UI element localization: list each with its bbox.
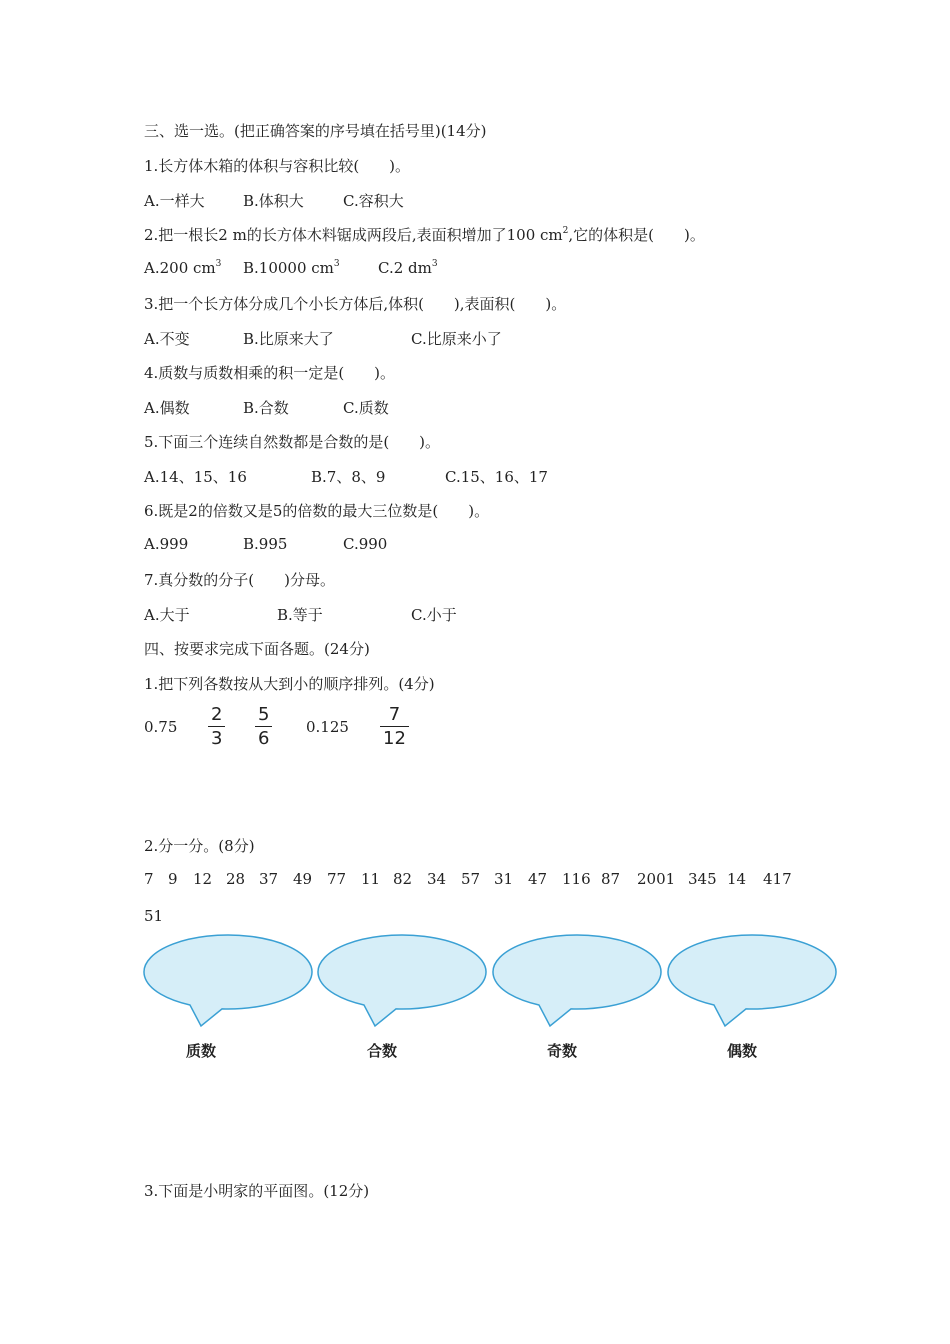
fraction-7-12 xyxy=(380,704,409,749)
q2-option-a-sup: 3 xyxy=(215,259,222,269)
number-item: 9 xyxy=(168,870,178,888)
q2-stem-part2: ,它的体积是( )。 xyxy=(568,226,705,244)
decimal-0-75: 0.75 xyxy=(144,718,178,736)
q5-option-b: B.7、8、9 xyxy=(311,468,386,486)
q2-stem-part1: 2.把一根长2 m的长方体木料锯成两段后,表面积增加了100 cm xyxy=(144,226,563,244)
q1-stem: 1.长方体木箱的体积与容积比较( )。 xyxy=(144,157,411,175)
q5-option-c: C.15、16、17 xyxy=(445,468,548,486)
q7-option-b: B.等于 xyxy=(277,606,323,624)
q2-option-b-text: B.10000 cm xyxy=(243,259,334,277)
label-composite: 合数 xyxy=(367,1042,398,1060)
number-item: 77 xyxy=(327,870,347,888)
number-item: 417 xyxy=(763,870,792,888)
q2-option-c-sup: 3 xyxy=(431,259,438,269)
number-item: 31 xyxy=(494,870,514,888)
label-even: 偶数 xyxy=(727,1042,758,1060)
fraction-bar xyxy=(380,726,409,727)
s4-q2-stem: 2.分一分。(8分) xyxy=(144,837,255,855)
fraction-bar xyxy=(255,726,272,727)
q3-option-c: C.比原来小了 xyxy=(411,330,502,348)
bubble-composite xyxy=(318,935,486,1026)
number-item: 2001 xyxy=(637,870,676,888)
q4-stem: 4.质数与质数相乘的积一定是( )。 xyxy=(144,364,396,382)
q2-option-a-text: A.200 cm xyxy=(144,259,216,277)
q2-stem-sup: 2 xyxy=(562,226,569,236)
section3-title: 三、选一选。(把正确答案的序号填在括号里)(14分) xyxy=(144,122,487,140)
fraction-5-6 xyxy=(255,704,272,749)
number-item: 14 xyxy=(727,870,747,888)
q7-stem: 7.真分数的分子( )分母。 xyxy=(144,571,336,589)
q1-option-b: B.体积大 xyxy=(243,192,304,210)
q6-option-a: A.999 xyxy=(144,535,189,553)
fraction-bar xyxy=(208,726,225,727)
q6-stem: 6.既是2的倍数又是5的倍数的最大三位数是( )。 xyxy=(144,502,490,520)
number-item-last: 51 xyxy=(144,907,164,925)
bubble-odd xyxy=(493,935,661,1026)
number-item: 7 xyxy=(144,870,154,888)
q7-option-a: A.大于 xyxy=(144,606,190,624)
number-item: 47 xyxy=(528,870,548,888)
bubble-prime xyxy=(144,935,312,1026)
q2-option-c xyxy=(378,259,438,277)
fraction-5-6-numerator: 5 xyxy=(258,704,270,725)
label-odd: 奇数 xyxy=(547,1042,578,1060)
q5-stem: 5.下面三个连续自然数都是合数的是( )。 xyxy=(144,433,441,451)
fraction-2-3-numerator: 2 xyxy=(211,704,223,725)
number-item: 345 xyxy=(688,870,717,888)
number-item: 28 xyxy=(226,870,246,888)
q1-option-a: A.一样大 xyxy=(144,192,205,210)
section4-title: 四、按要求完成下面各题。(24分) xyxy=(144,640,370,658)
number-item: 57 xyxy=(461,870,481,888)
q4-option-a: A.偶数 xyxy=(144,399,190,417)
q2-option-c-text: C.2 dm xyxy=(378,259,432,277)
q3-stem: 3.把一个长方体分成几个小长方体后,体积( ),表面积( )。 xyxy=(144,295,567,313)
fraction-2-3 xyxy=(208,704,225,749)
q6-option-b: B.995 xyxy=(243,535,288,553)
number-item: 116 xyxy=(562,870,591,888)
fraction-5-6-denominator: 6 xyxy=(258,728,270,749)
number-item: 12 xyxy=(193,870,213,888)
number-item: 11 xyxy=(361,870,381,888)
q5-option-a: A.14、15、16 xyxy=(144,468,247,486)
q4-option-b: B.合数 xyxy=(243,399,289,417)
q1-option-c: C.容积大 xyxy=(343,192,404,210)
q2-stem xyxy=(144,224,705,245)
fraction-7-12-numerator: 7 xyxy=(388,704,401,725)
q4-option-c: C.质数 xyxy=(343,399,389,417)
number-item: 49 xyxy=(293,870,313,888)
q3-option-a: A.不变 xyxy=(144,330,190,348)
bubble-group xyxy=(144,935,836,1026)
q2-option-a xyxy=(144,259,221,277)
label-prime: 质数 xyxy=(186,1042,217,1060)
q6-option-c: C.990 xyxy=(343,535,388,553)
decimal-0-125: 0.125 xyxy=(306,718,349,736)
q2-option-b xyxy=(243,259,340,277)
fraction-2-3-denominator: 3 xyxy=(211,728,223,749)
number-item: 87 xyxy=(601,870,621,888)
number-item: 34 xyxy=(427,870,447,888)
s4-q3-stem: 3.下面是小明家的平面图。(12分) xyxy=(144,1182,370,1200)
fraction-7-12-denominator: 12 xyxy=(383,728,406,749)
bubble-even xyxy=(668,935,836,1026)
number-item: 37 xyxy=(259,870,279,888)
number-item: 82 xyxy=(393,870,413,888)
speech-bubbles xyxy=(0,930,950,1030)
q3-option-b: B.比原来大了 xyxy=(243,330,334,348)
q7-option-c: C.小于 xyxy=(411,606,457,624)
q2-option-b-sup: 3 xyxy=(333,259,340,269)
s4-q1-stem: 1.把下列各数按从大到小的顺序排列。(4分) xyxy=(144,675,435,693)
